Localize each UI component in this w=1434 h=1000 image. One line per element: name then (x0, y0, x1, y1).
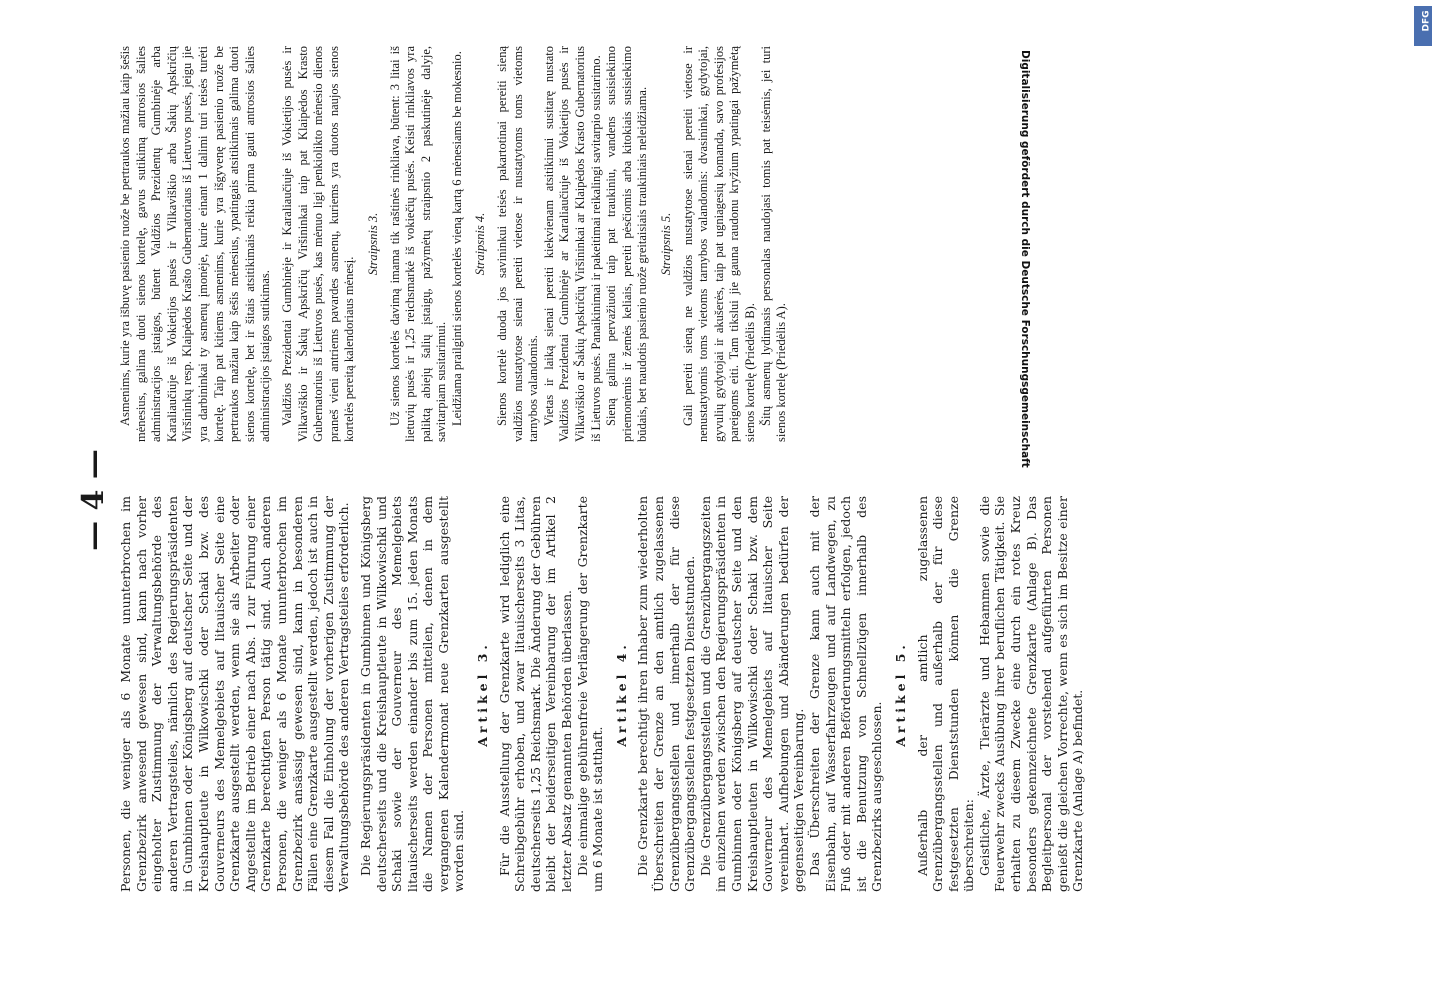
lithuanian-paragraph: Vietas ir laiką sienai pereiti kiekvienam atsitikimui susitarę nustato Valdžios Prezidentai Gumbinėje ar Karaliaučiuje iš Vokietijos pusės ir Vilkaviškio ar Šakių Apskričių Viršininkai ar Klaipėdos Krasto Gubernatorius iš Lietuvos pusės. Panaikinimai ir pakeitimai reikalingi savitarpio susitarimo. (541, 46, 603, 442)
german-paragraph: Die einmalige gebührenfreie Verlängerung der Grenzkarte um 6 Monate ist statthaft. (574, 496, 606, 892)
german-paragraph: Die Grenzkarte berechtigt ihren Inhaber zum wiederholten Überschreiten der Grenze an den amtlich zugelassenen Grenzübergangsstellen und innerhalb der für diese Grenzübergangsstellen festgesetzten Dienststunden. (635, 496, 698, 892)
german-article-heading: Artikel 5. (892, 641, 908, 747)
german-article-heading: Artikel 3. (475, 641, 491, 747)
lithuanian-article-heading: Straipsnis 3. (365, 212, 380, 276)
lithuanian-paragraph: Šitų asmenų lydimasis personalas naudojasi tomis pat teisėmis, jei turi sienos kortelę (Priedėlis A). (758, 46, 789, 442)
lithuanian-article-heading: Straipsnis 4. (473, 212, 488, 276)
page-number: — 4 — (76, 449, 111, 551)
lithuanian-paragraph: Valdžios Prezidentai Gumbinėje ir Karaliaučiuje iš Vokietijos pusės ir Vilkaviškio ir Šakių Apskričių Viršininkai taip pat Klaipėdos Krasto Gubernatorius iš Lietuvos pusės, kas mėnuo ligi penkiolikto mėnesio dienos praneš vieni antriems pavardes asmenų, kuriems yra duotos naujos sienos kortelės pereitą kalendoriaus mėnesį. (279, 46, 357, 442)
german-paragraph: Die Grenzübergangsstellen und die Grenzübergangszeiten im einzelnen werden zwischen den Regierungspräsidenten in Gumbinnen oder Königsberg auf deutscher Seite und den Kreishauptleuten in Wilkowischki oder Schaki bzw. dem Gouverneur des Memelgebiets auf litauischer Seite vereinbart. Aufhebungen und Abänderungen bedürfen der gegenseitigen Vereinbarung. (697, 496, 807, 892)
lithuanian-column (118, 46, 790, 442)
lithuanian-article-heading: Straipsnis 5. (659, 212, 673, 276)
lithuanian-paragraph: Gali pereiti sieną ne valdžios nustatytose sienai pereiti vietose ir nenustatytomis toms vietoms tarnybos valandomis: dvasininkai, gydytojai, gyvulių gydytojai ir akušerės, taip pat ugniagesių komanda, savo profesijos pareigoms eiti. Tam tikslui jie gauna raudonu kryžium ypatingai pažymėtą sienos kortelę (Priedėlis B). (680, 46, 757, 442)
lithuanian-paragraph: Leidžiama prailginti sienos kortelės vieną kartą 6 mėnesiams be mokesnio. (449, 51, 464, 426)
lithuanian-paragraph: Už sienos kortelės davimą imama tik raštinės rinkliava, būtent: 3 litai iš lietuvių pusės ir 1,25 reichsmarkė iš vokiečių pusės. Keisti rinkliavos yra paliktą abiejų šalių įstaigų, pažymėtų straipsnio 2 paskutinėje dalyje, savitarpiam susitarimui. (387, 46, 449, 442)
german-paragraph: Personen, die weniger als 6 Monate ununterbrochen im Grenzbezirk anwesend gewesen sind, kann nach vorher eingeholter Zustimmung der Verwaltungsbehörde des anderen Vertragsteiles, nämlich des Regierungspräsidenten in Gumbinnen oder Königsberg auf deutscher Seite und der Kreishauptleute in Wilkowischki oder Schaki bzw. des Gouverneurs des Memelgebiets auf litauischer Seite eine Grenzkarte ausgestellt werden, wenn sie als Arbeiter oder Angestellte im Betrieb einer nach Abs. 1 zur Führung einer Grenzkarte berechtigten Person tätig sind. Auch anderen Personen, die weniger als 6 Monate ununterbrochen im Grenzbezirk ansässig gewesen sind, kann in besonderen Fällen eine Grenzkarte ausgestellt werden, jedoch ist auch in diesem Fall die Einholung der vorherigen Zustimmung der Verwaltungsbehörde des anderen Vertragsteiles erforderlich. (118, 496, 352, 892)
dfg-logo: DFG (1414, 6, 1432, 46)
lithuanian-paragraph: Asmenims, kurie yra išbuvę pasienio ruože be pertraukos mažiau kaip šešis mėnesius, galima duoti sienos kortelę, gavus sutikimą antrosios šalies administracijos įstaigos, būtent Valdžios Prezidentų Gumbinėje arba Karaliaučiuje iš Vokietijos pusės ir Vilkaviškio arba Šakių Apskričių Viršininkų resp. Klaipėdos Krašto Gubernatoriaus iš Lietuvos pusės, jeigu jie yra darbininkai ty asmenų įmonėje, kurie einant 1 dalimi turi teisės turėti kortelę. Taip pat kitiems asmenims, kurie yra išgyvenę pasienio ruože be pertraukos mažiau kaip šešis mėnesius, ypatingais atsitikimais galima duoti sienos kortelę, bet ir šitais atsitikimais reikia pirma gauti antrosios šalies administracijos įstaigos sutikimas. (118, 46, 273, 442)
lithuanian-paragraph: Sieną galima pervažiuoti taip pat traukiniu, vandens susisiekimo priemonėmis ir žemės keliais, pereiti pėsčiomis arba kitokiais susisiekimo būdais, bet naudotis pasienio ruože greitaisiais traukiniais neleidžiama. (604, 46, 650, 442)
digitization-credit: Digitalisierung gefördert durch die Deutsche Forschungsgemeinschaft (1019, 50, 1032, 468)
german-paragraph: Für die Ausstellung der Grenzkarte wird lediglich eine Schreibgebühr erhoben, und zwar litauischerseits 3 Litas, deutscherseits 1,25 Reichsmark. Die Änderung der Gebühren bleibt der beiderseitigen Vereinbarung der im Artikel 2 letzter Absatz genannten Behörden überlassen. (496, 496, 575, 892)
lithuanian-paragraph: Sienos kortelė duoda jos savininkui teisės pakartotinai pereiti sieną valdžios nustatytose sienai pereiti vietose ir nustatytoms toms vietoms tarnybos valandomis. (495, 46, 541, 442)
page-header (76, 0, 116, 1000)
german-article-heading: Artikel 4. (613, 641, 629, 747)
german-paragraph: Das Überschreiten der Grenze kann auch mit der Eisenbahn, auf Wasserfahrzeugen und auf Landwegen, zu Fuß oder mit anderen Beförderungsmitteln erfolgen, jedoch ist die Benutzung von Schnellzügen innerhalb des Grenzbezirks ausgeschlossen. (806, 496, 885, 892)
german-paragraph: Außerhalb der amtlich zugelassenen Grenzübergangsstellen und außerhalb der für diese festgesetzten Dienststunden können die Grenze überschreiten: (914, 496, 977, 892)
german-paragraph: Die Regierungspräsidenten in Gumbinnen und Königsberg deutscherseits und die Kreishauptleute in Wilkowischki und Schaki sowie der Gouverneur des Memelgebiets litauischerseits werden einander bis zum 15. jeden Monats die Namen der Personen mitteilen, denen in dem vergangenen Kalendermonat neue Grenzkarten ausgestellt worden sind. (357, 496, 467, 892)
german-column (118, 496, 1086, 892)
german-paragraph: Geistliche, Ärzte, Tierärzte und Hebammen sowie die Feuerwehr zwecks Ausübung ihrer beruflichen Tätigkeit. Sie erhalten zu diesem Zwecke eine durch ein rotes Kreuz besonders gekennzeichnete Grenzkarte (Anlage B). Das Begleitpersonal der vorstehend aufgeführten Personen genießt die gleichen Vorrechte, wenn es sich im Besitze einer Grenzkarte (Anlage A) befindet. (976, 496, 1086, 892)
